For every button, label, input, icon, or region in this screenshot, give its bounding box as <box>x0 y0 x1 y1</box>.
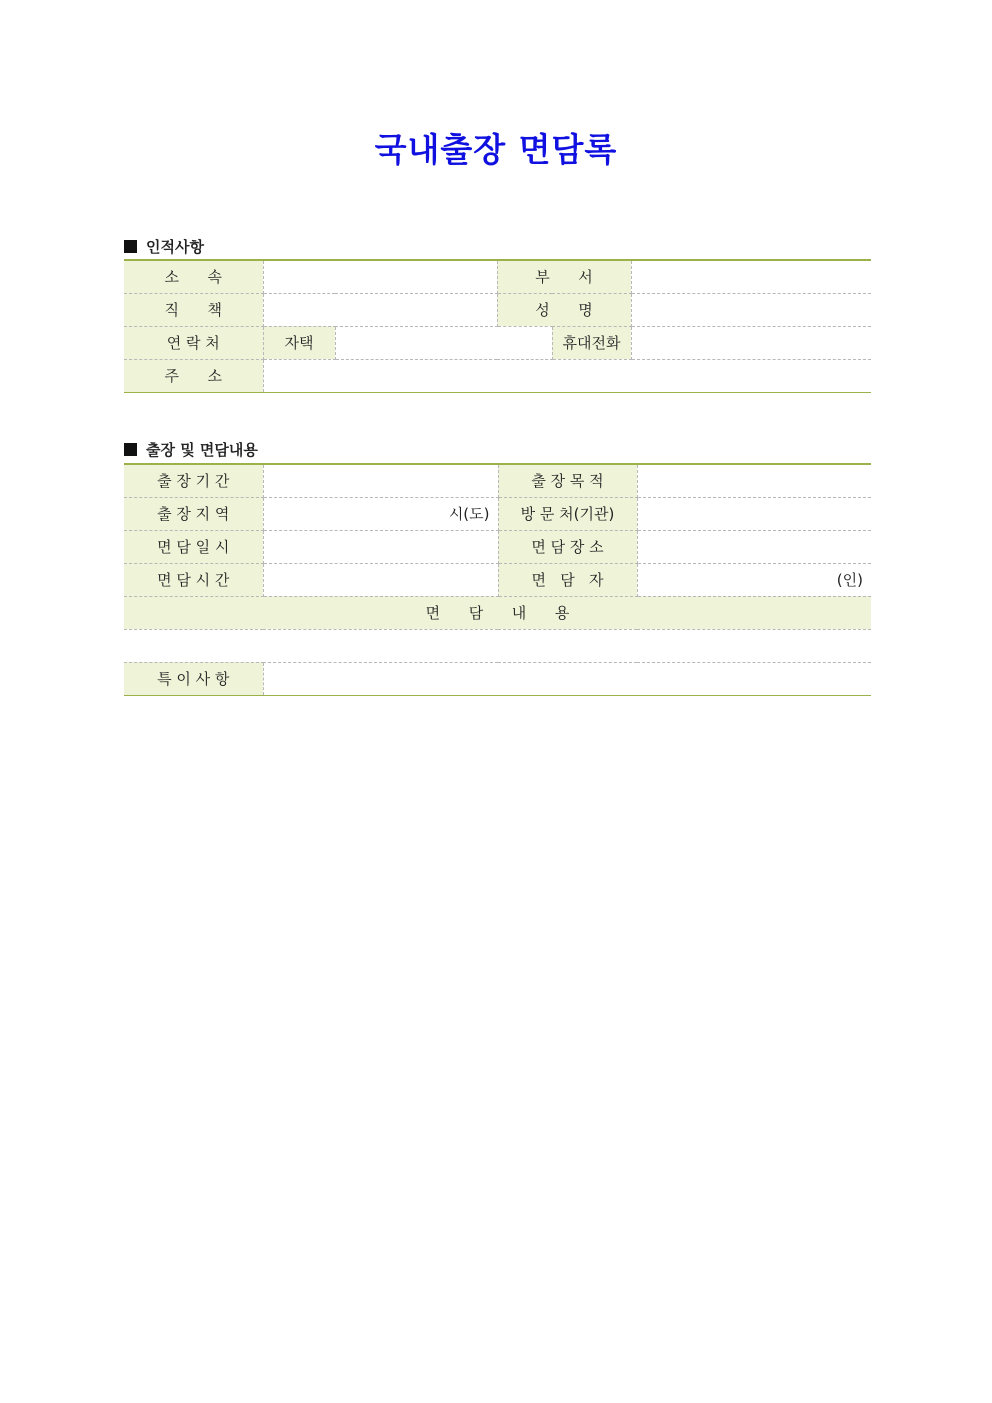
mobile-phone-label: 휴대전화 <box>552 326 631 359</box>
home-phone-label: 자택 <box>263 326 335 359</box>
table-row <box>124 563 871 596</box>
affiliation-field[interactable] <box>263 260 497 293</box>
name-field[interactable] <box>631 293 871 326</box>
interview-time-field[interactable] <box>263 563 498 596</box>
trip-interview-table <box>124 463 871 696</box>
interview-place-field[interactable] <box>637 530 871 563</box>
special-notes-field[interactable] <box>263 662 871 695</box>
square-bullet-icon <box>124 240 137 253</box>
interview-date-label: 면 담 일 시 <box>124 530 263 563</box>
interview-time-label: 면 담 시 간 <box>124 563 263 596</box>
section-heading-trip <box>124 439 258 460</box>
personal-info-table <box>124 259 871 393</box>
department-field[interactable] <box>631 260 871 293</box>
interview-place-label: 면 담 장 소 <box>498 530 637 563</box>
table-row <box>124 293 871 326</box>
visit-place-label: 방 문 처(기관) <box>498 497 637 530</box>
trip-period-label: 출 장 기 간 <box>124 464 263 497</box>
position-label: 직 책 <box>124 293 263 326</box>
table-row <box>124 260 871 293</box>
section-heading-trip-text: 출장 및 면담내용 <box>146 441 258 459</box>
interview-content-label: 면 담 내 용 <box>124 596 871 629</box>
trip-purpose-label: 출 장 목 적 <box>498 464 637 497</box>
department-label: 부 서 <box>497 260 631 293</box>
trip-purpose-field[interactable] <box>637 464 871 497</box>
square-bullet-icon <box>124 443 137 456</box>
special-notes-label: 특 이 사 항 <box>124 662 263 695</box>
table-row <box>124 464 871 497</box>
interview-date-field[interactable] <box>263 530 498 563</box>
trip-region-label: 출 장 지 역 <box>124 497 263 530</box>
mobile-phone-field[interactable] <box>631 326 871 359</box>
name-label: 성 명 <box>497 293 631 326</box>
home-phone-field[interactable] <box>335 326 552 359</box>
region-suffix: 시(도) <box>448 505 490 523</box>
visit-place-field[interactable] <box>637 497 871 530</box>
seal-suffix: (인) <box>836 571 863 589</box>
interview-content-field[interactable] <box>124 629 871 662</box>
table-row <box>124 497 871 530</box>
page-title: 국내출장 면담록 <box>374 130 618 169</box>
table-row <box>124 359 871 392</box>
interviewer-label: 면 담 자 <box>498 563 637 596</box>
affiliation-label: 소 속 <box>124 260 263 293</box>
table-row <box>124 662 871 695</box>
table-row <box>124 326 871 359</box>
address-field[interactable] <box>263 359 871 392</box>
address-label: 주 소 <box>124 359 263 392</box>
table-row <box>124 530 871 563</box>
section-heading-personal <box>124 236 204 257</box>
section-heading-personal-text: 인적사항 <box>146 238 204 256</box>
interviewer-field[interactable] <box>637 563 871 596</box>
position-field[interactable] <box>263 293 497 326</box>
trip-period-field[interactable] <box>263 464 498 497</box>
table-row <box>124 629 871 662</box>
contact-label: 연 락 처 <box>124 326 263 359</box>
trip-region-field[interactable] <box>263 497 498 530</box>
table-row <box>124 596 871 629</box>
